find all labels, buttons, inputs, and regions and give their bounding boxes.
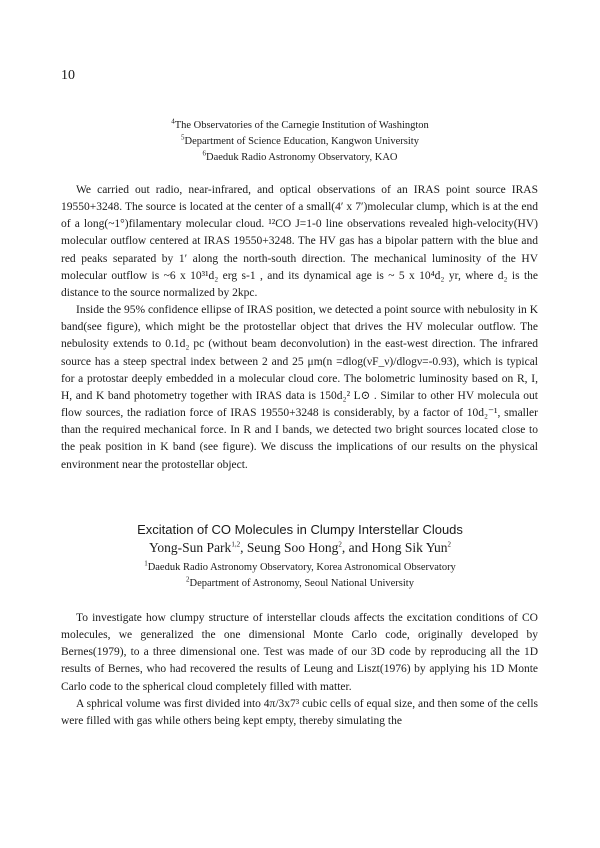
- abstract-paragraph: A sphrical volume was first divided into 4π/3x7³ cubic cells of equal size, and then some of the cells were filled with gas while others being kept empty, thereby simulating the: [61, 697, 538, 727]
- first-abstract-body: [61, 182, 538, 474]
- affiliation-marker: 6: [202, 149, 206, 158]
- affiliation-marker: 1: [144, 559, 148, 568]
- paper-title: Excitation of CO Molecules in Clumpy Interstellar Clouds: [137, 522, 463, 537]
- affiliation-line: [0, 118, 600, 134]
- affiliation-text: The Observatories of the Carnegie Institution of Washington: [174, 120, 429, 131]
- author-name: Seung Soo Hong: [246, 540, 339, 555]
- author-marker: 2: [447, 540, 451, 549]
- affiliation-text: Daeduk Radio Astronomy Observatory, Korea Astronomical Observatory: [147, 562, 456, 573]
- second-abstract-body: [61, 610, 538, 730]
- affiliation-line: [0, 134, 600, 150]
- author-separator: , and: [341, 540, 372, 555]
- second-affiliations: [0, 560, 600, 592]
- page-number: 10: [61, 68, 75, 83]
- author-separator: ,: [240, 540, 247, 555]
- affiliation-marker: 2: [186, 575, 190, 584]
- author-name: Yong-Sun Park: [149, 540, 232, 555]
- affiliation-text: Department of Astronomy, Seoul National University: [189, 578, 414, 589]
- author-marker: 1,2: [231, 540, 241, 549]
- affiliation-line: [0, 576, 600, 592]
- affiliation-line: [0, 150, 600, 166]
- affiliation-marker: 5: [181, 133, 185, 142]
- abstract-paragraph: Inside the 95% confidence ellipse of IRAS position, we detected a point source with nebulosity in K band(see figure), which might be the protostellar object that drives the HV molecular outflow. The nebulosity extends to 0.1d₂ pc (without beam deconvolution) in the east-west direction. The infrared source has a steep spectral index between 2 and 25 μm(n =dlog(νF_ν)/dlogν=-0.93), which is typical for a protostar deeply embedded in a molecular cloud core. The bolometric luminosity based on R, I, H, and K band photometry together with IRAS data is 150d₂² L⊙ . Similar to other HV molecula out flow sources, the radiation force of IRAS 19550+3248 is considerably, by a factor of 10d₂⁻¹, smaller than the required mechanical force. In R and I bands, we detected two bright sources located close to the peak position in K band (see figure). We discuss the implications of our results on the physical environment near the protostellar object.: [61, 304, 538, 471]
- affiliation-line: [0, 560, 600, 576]
- abstract-paragraph: We carried out radio, near-infrared, and optical observations of an IRAS point source IRAS 19550+3248. The source is located at the center of a small(4′ x 7′)molecular clump, which is at the end of a long(~1°)filamentary molecular cloud. ¹²CO J=1-0 line observations revealed high-velocity(HV) molecular outflow centered at IRAS 19550+3248. The HV gas has a bipolar pattern with the blue and red peaks separated by 1′ along the north-south direction. The mechanical luminosity of the HV molecular outflow is ~6 x 10³¹d₂ erg s-1 , and its dynamical age is ~ 5 x 10⁴d₂ yr, where d₂ is the distance to the source normalized by 2kpc.: [61, 184, 538, 299]
- author-list: [0, 540, 600, 556]
- affiliation-marker: 4: [171, 117, 175, 126]
- abstract-paragraph: To investigate how clumpy structure of interstellar clouds affects the excitation conditions of CO molecules, we generalized the one dimensional Monte Carlo code, originally developed by Bernes(1979), to a three dimensional one. Test was made of our 3D code by reproducing all the 1D results of Bernes, who had recovered the results of Leung and Liszt(1976) by applying his 1D Monte Carlo code to the spherical cloud completely filled with matter.: [61, 612, 538, 693]
- affiliation-text: Department of Science Education, Kangwon University: [184, 136, 419, 147]
- first-affiliations: [0, 118, 600, 166]
- author-name: Hong Sik Yun: [371, 540, 448, 555]
- author-marker: 2: [338, 540, 342, 549]
- affiliation-text: Daeduk Radio Astronomy Observatory, KAO: [206, 152, 398, 163]
